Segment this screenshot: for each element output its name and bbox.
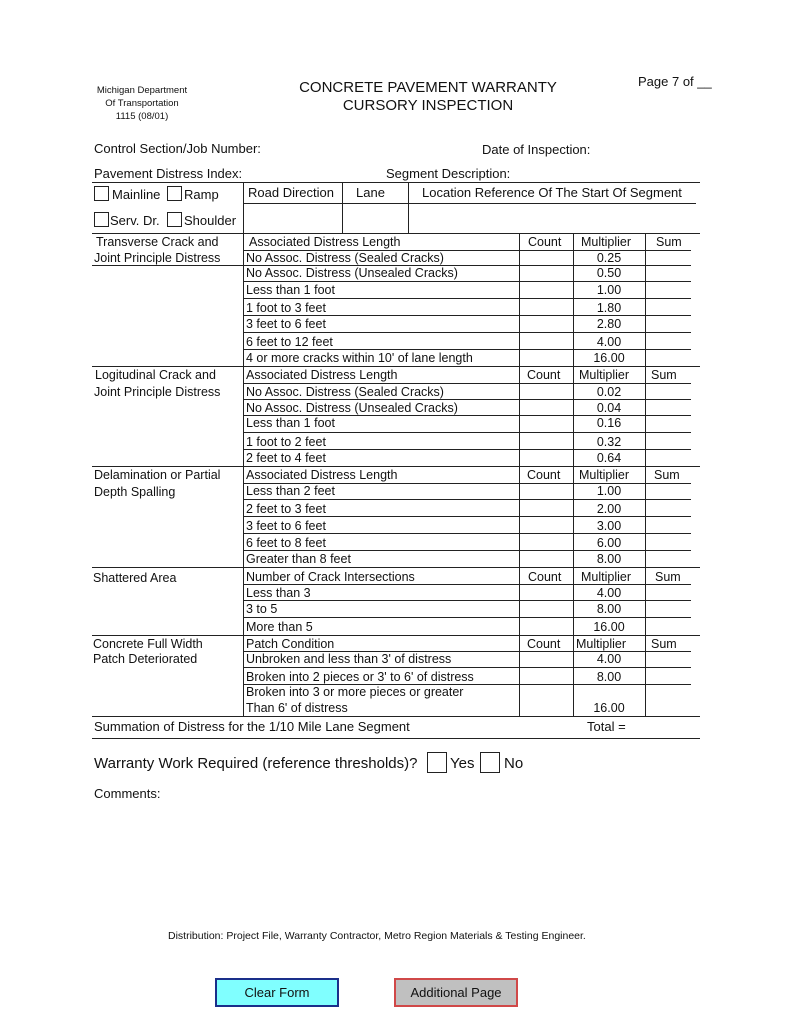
total-label: Total = bbox=[587, 719, 626, 734]
row-multiplier: 3.00 bbox=[596, 519, 622, 533]
pavement-distress-index-label: Pavement Distress Index: bbox=[94, 166, 243, 181]
section-label-2: Joint Principle Distress bbox=[94, 385, 221, 399]
section-header: Patch Condition bbox=[246, 637, 335, 651]
row-desc: 2 feet to 3 feet bbox=[246, 502, 326, 516]
row-desc: 2 feet to 4 feet bbox=[246, 451, 326, 465]
warranty-yes-checkbox[interactable] bbox=[427, 752, 447, 773]
row-desc: Broken into 3 or more pieces or greater bbox=[246, 685, 464, 699]
section-label-2: Patch Deteriorated bbox=[93, 652, 198, 666]
summation-label: Summation of Distress for the 1/10 Mile Lane Segment bbox=[94, 719, 410, 734]
section-label: Shattered Area bbox=[93, 571, 177, 585]
row-multiplier: 4.00 bbox=[596, 335, 622, 349]
row-desc: 3 to 5 bbox=[246, 602, 278, 616]
row-multiplier: 0.16 bbox=[596, 416, 622, 430]
comments-input[interactable] bbox=[92, 805, 700, 915]
section-label: Logitudinal Crack and bbox=[95, 368, 216, 382]
shoulder-checkbox[interactable] bbox=[167, 212, 182, 227]
row-desc: 6 feet to 8 feet bbox=[246, 536, 326, 550]
multiplier-header: Multiplier bbox=[579, 468, 630, 482]
row-desc: More than 5 bbox=[246, 620, 313, 634]
row-multiplier: 4.00 bbox=[596, 586, 622, 600]
count-header: Count bbox=[527, 368, 561, 382]
agency-name: Michigan Department bbox=[96, 85, 188, 96]
date-of-inspection-label: Date of Inspection: bbox=[482, 142, 591, 157]
row-desc: Unbroken and less than 3' of distress bbox=[246, 652, 452, 666]
mainline-label: Mainline bbox=[112, 187, 161, 202]
row-desc: 4 or more cracks within 10' of lane length bbox=[246, 351, 473, 365]
row-multiplier: 0.32 bbox=[596, 435, 622, 449]
ramp-checkbox[interactable] bbox=[167, 186, 182, 201]
count-header: Count bbox=[527, 468, 561, 482]
road-direction-header: Road Direction bbox=[248, 185, 334, 200]
lane-input[interactable] bbox=[344, 205, 407, 231]
section-label-2: Depth Spalling bbox=[94, 485, 176, 499]
count-header: Count bbox=[528, 570, 562, 584]
row-desc: Greater than 8 feet bbox=[246, 552, 351, 566]
row-desc: Less than 2 feet bbox=[246, 484, 335, 498]
sum-header: Sum bbox=[651, 637, 677, 651]
row-multiplier: 0.64 bbox=[596, 451, 622, 465]
comments-label: Comments: bbox=[94, 786, 161, 801]
row-desc: No Assoc. Distress (Unsealed Cracks) bbox=[246, 266, 458, 280]
control-section-label: Control Section/Job Number: bbox=[94, 141, 261, 156]
multiplier-header: Multiplier bbox=[576, 637, 627, 651]
row-desc: 6 feet to 12 feet bbox=[246, 335, 333, 349]
lane-header: Lane bbox=[356, 185, 385, 200]
agency-name-2: Of Transportation bbox=[105, 98, 179, 109]
additional-page-button[interactable]: Additional Page bbox=[394, 978, 518, 1007]
section-label: Delamination or Partial bbox=[94, 468, 221, 482]
row-multiplier: 8.00 bbox=[596, 552, 622, 566]
section-label: Concrete Full Width bbox=[93, 637, 203, 651]
total-input[interactable] bbox=[634, 718, 694, 736]
row-multiplier: 16.00 bbox=[593, 620, 625, 634]
row-desc: 1 foot to 3 feet bbox=[246, 301, 326, 315]
section-label: Transverse Crack and bbox=[96, 235, 219, 249]
segment-description-label: Segment Description: bbox=[386, 166, 511, 181]
row-desc: No Assoc. Distress (Sealed Cracks) bbox=[246, 385, 444, 399]
row-multiplier: 16.00 bbox=[593, 351, 625, 365]
row-desc: Less than 1 foot bbox=[246, 283, 335, 297]
multiplier-header: Multiplier bbox=[579, 368, 630, 382]
row-desc: 1 foot to 2 feet bbox=[246, 435, 326, 449]
row-multiplier: 0.50 bbox=[596, 266, 622, 280]
section-header: Associated Distress Length bbox=[246, 468, 398, 482]
row-desc: 3 feet to 6 feet bbox=[246, 519, 326, 533]
title-line-2: CURSORY INSPECTION bbox=[342, 97, 514, 114]
row-multiplier: 16.00 bbox=[593, 701, 625, 715]
serv-dr-label: Serv. Dr. bbox=[110, 213, 160, 228]
multiplier-header: Multiplier bbox=[581, 570, 632, 584]
sum-header: Sum bbox=[656, 235, 682, 249]
row-desc: No Assoc. Distress (Sealed Cracks) bbox=[246, 251, 444, 265]
sum-header: Sum bbox=[654, 468, 680, 482]
row-desc: No Assoc. Distress (Unsealed Cracks) bbox=[246, 401, 458, 415]
row-desc-2: Than 6' of distress bbox=[246, 701, 348, 715]
row-multiplier: 8.00 bbox=[596, 602, 622, 616]
row-multiplier: 4.00 bbox=[596, 652, 622, 666]
ramp-label: Ramp bbox=[184, 187, 219, 202]
section-header: Number of Crack Intersections bbox=[246, 570, 415, 584]
mainline-checkbox[interactable] bbox=[94, 186, 109, 201]
count-header: Count bbox=[527, 637, 561, 651]
row-multiplier: 6.00 bbox=[596, 536, 622, 550]
multiplier-header: Multiplier bbox=[581, 235, 632, 249]
row-desc: Less than 3 bbox=[246, 586, 311, 600]
location-reference-header: Location Reference Of The Start Of Segment bbox=[422, 185, 682, 200]
sum-header: Sum bbox=[655, 570, 681, 584]
row-multiplier: 1.80 bbox=[596, 301, 622, 315]
row-multiplier: 0.25 bbox=[596, 251, 622, 265]
row-desc: Less than 1 foot bbox=[246, 416, 335, 430]
title-line-1: CONCRETE PAVEMENT WARRANTY bbox=[299, 79, 557, 96]
agency-block bbox=[86, 84, 198, 123]
warranty-no-checkbox[interactable] bbox=[480, 752, 500, 773]
warranty-question: Warranty Work Required (reference thresholds)? bbox=[94, 755, 418, 772]
row-multiplier: 0.04 bbox=[596, 401, 622, 415]
section-header: Associated Distress Length bbox=[246, 368, 398, 382]
location-reference-input[interactable] bbox=[410, 205, 696, 231]
road-direction-input[interactable] bbox=[245, 205, 341, 231]
row-multiplier: 2.00 bbox=[596, 502, 622, 516]
serv-dr-checkbox[interactable] bbox=[94, 212, 109, 227]
row-multiplier: 2.80 bbox=[596, 317, 622, 331]
row-multiplier: 0.02 bbox=[596, 385, 622, 399]
form-number: 1115 (08/01) bbox=[115, 111, 169, 122]
clear-form-button[interactable]: Clear Form bbox=[215, 978, 339, 1007]
count-header: Count bbox=[528, 235, 562, 249]
warranty-yes-label: Yes bbox=[450, 755, 475, 772]
distribution-text: Distribution: Project File, Warranty Contractor, Metro Region Materials & Testing Engineer. bbox=[168, 930, 586, 942]
warranty-no-label: No bbox=[504, 755, 524, 772]
row-multiplier: 1.00 bbox=[596, 484, 622, 498]
row-desc: 3 feet to 6 feet bbox=[246, 317, 326, 331]
section-header: Associated Distress Length bbox=[249, 235, 401, 249]
row-multiplier: 1.00 bbox=[596, 283, 622, 297]
page-title bbox=[250, 79, 606, 115]
sum-header: Sum bbox=[651, 368, 677, 382]
row-multiplier: 8.00 bbox=[596, 670, 622, 684]
row-desc: Broken into 2 pieces or 3' to 6' of distress bbox=[246, 670, 474, 684]
shoulder-label: Shoulder bbox=[184, 213, 237, 228]
page-number: Page 7 of __ bbox=[638, 74, 712, 89]
section-label-2: Joint Principle Distress bbox=[94, 251, 221, 265]
